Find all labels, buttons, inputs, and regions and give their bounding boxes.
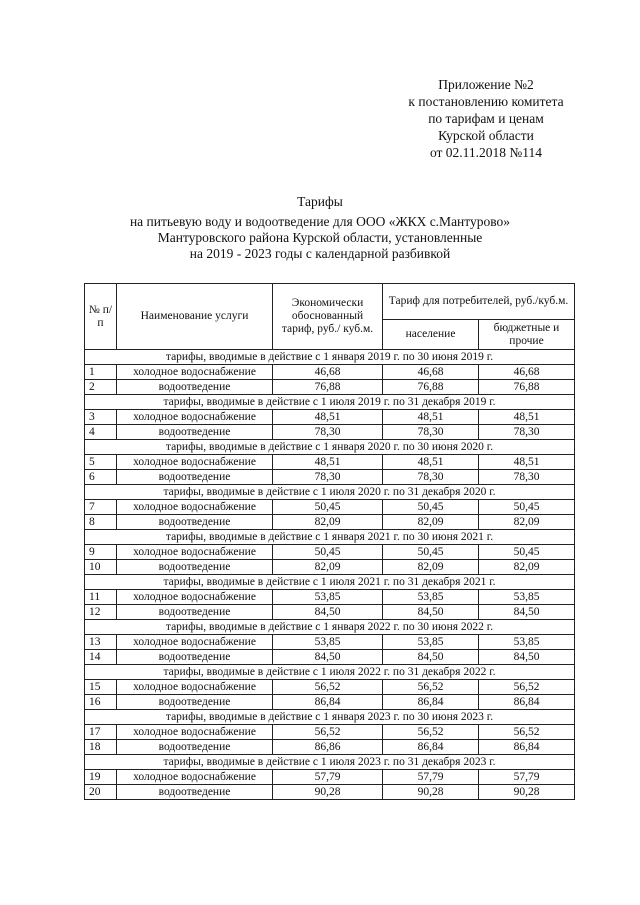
table-row [85, 425, 575, 440]
period-title: тарифы, вводимые в действие с 1 января 2023 г. по 30 июня 2023 г. [85, 710, 575, 725]
economic-tariff-value: 76,88 [273, 380, 383, 395]
service-name: холодное водоснабжение [117, 545, 273, 560]
population-tariff-value: 48,51 [383, 455, 479, 470]
population-tariff-value: 48,51 [383, 410, 479, 425]
period-title: тарифы, вводимые в действие с 1 января 2019 г. по 30 июня 2019 г. [85, 350, 575, 365]
table-row [85, 380, 575, 395]
appendix-line: Приложение №2 [438, 77, 534, 92]
row-number: 13 [85, 635, 117, 650]
economic-tariff-value: 53,85 [273, 635, 383, 650]
service-name: холодное водоснабжение [117, 410, 273, 425]
row-number: 17 [85, 725, 117, 740]
budget-tariff-value: 82,09 [479, 515, 575, 530]
population-tariff-value: 46,68 [383, 365, 479, 380]
row-number: 18 [85, 740, 117, 755]
population-tariff-value: 90,28 [383, 785, 479, 800]
period-title: тарифы, вводимые в действие с 1 июля 2022 г. по 31 декабря 2022 г. [85, 665, 575, 680]
header-budget: бюджетные и прочие [479, 320, 575, 350]
population-tariff-value: 78,30 [383, 470, 479, 485]
row-number: 7 [85, 500, 117, 515]
service-name: водоотведение [117, 560, 273, 575]
period-title: тарифы, вводимые в действие с 1 июля 2023 г. по 31 декабря 2023 г. [85, 755, 575, 770]
row-number: 2 [85, 380, 117, 395]
period-row [85, 395, 575, 410]
budget-tariff-value: 86,84 [479, 740, 575, 755]
title-main: Тарифы [297, 194, 343, 209]
population-tariff-value: 50,45 [383, 500, 479, 515]
population-tariff-value: 56,52 [383, 725, 479, 740]
row-number: 16 [85, 695, 117, 710]
service-name: холодное водоснабжение [117, 455, 273, 470]
budget-tariff-value: 53,85 [479, 635, 575, 650]
service-name: водоотведение [117, 785, 273, 800]
tariffs-table [84, 283, 575, 800]
population-tariff-value: 82,09 [383, 560, 479, 575]
appendix-line: к постановлению комитета [408, 94, 564, 109]
population-tariff-value: 82,09 [383, 515, 479, 530]
table-row [85, 470, 575, 485]
population-tariff-value: 56,52 [383, 680, 479, 695]
budget-tariff-value: 57,79 [479, 770, 575, 785]
economic-tariff-value: 48,51 [273, 410, 383, 425]
economic-tariff-value: 78,30 [273, 425, 383, 440]
table-row [85, 650, 575, 665]
service-name: холодное водоснабжение [117, 365, 273, 380]
budget-tariff-value: 48,51 [479, 455, 575, 470]
budget-tariff-value: 48,51 [479, 410, 575, 425]
service-name: водоотведение [117, 515, 273, 530]
header-consumer-tariff: Тариф для потребителей, руб./куб.м. [383, 284, 575, 320]
row-number: 3 [85, 410, 117, 425]
row-number: 14 [85, 650, 117, 665]
population-tariff-value: 84,50 [383, 605, 479, 620]
service-name: холодное водоснабжение [117, 635, 273, 650]
budget-tariff-value: 84,50 [479, 605, 575, 620]
economic-tariff-value: 50,45 [273, 545, 383, 560]
table-row [85, 560, 575, 575]
tariffs-table-body [85, 350, 575, 800]
budget-tariff-value: 78,30 [479, 425, 575, 440]
population-tariff-value: 53,85 [383, 635, 479, 650]
period-row [85, 755, 575, 770]
population-tariff-value: 84,50 [383, 650, 479, 665]
population-tariff-value: 53,85 [383, 590, 479, 605]
row-number: 6 [85, 470, 117, 485]
service-name: холодное водоснабжение [117, 680, 273, 695]
table-row [85, 725, 575, 740]
period-row [85, 530, 575, 545]
table-row [85, 455, 575, 470]
title-line: Мантуровского района Курской области, установленные [157, 230, 483, 245]
period-title: тарифы, вводимые в действие с 1 июля 2019 г. по 31 декабря 2019 г. [85, 395, 575, 410]
title-line: на 2019 - 2023 годы с календарной разбивкой [189, 246, 451, 261]
service-name: водоотведение [117, 650, 273, 665]
population-tariff-value: 78,30 [383, 425, 479, 440]
appendix-line: Курской области [438, 128, 534, 143]
budget-tariff-value: 84,50 [479, 650, 575, 665]
economic-tariff-value: 48,51 [273, 455, 383, 470]
header-num: № п/п [85, 284, 117, 350]
budget-tariff-value: 56,52 [479, 680, 575, 695]
service-name: холодное водоснабжение [117, 770, 273, 785]
row-number: 1 [85, 365, 117, 380]
economic-tariff-value: 84,50 [273, 605, 383, 620]
appendix-line: по тарифам и ценам [428, 111, 544, 126]
row-number: 5 [85, 455, 117, 470]
table-row [85, 635, 575, 650]
budget-tariff-value: 46,68 [479, 365, 575, 380]
period-row [85, 440, 575, 455]
row-number: 19 [85, 770, 117, 785]
period-title: тарифы, вводимые в действие с 1 января 2022 г. по 30 июня 2022 г. [85, 620, 575, 635]
service-name: холодное водоснабжение [117, 590, 273, 605]
row-number: 15 [85, 680, 117, 695]
row-number: 11 [85, 590, 117, 605]
service-name: водоотведение [117, 740, 273, 755]
economic-tariff-value: 50,45 [273, 500, 383, 515]
header-population: население [383, 320, 479, 350]
row-number: 8 [85, 515, 117, 530]
service-name: холодное водоснабжение [117, 725, 273, 740]
period-row [85, 665, 575, 680]
header-service: Наименование услуги [117, 284, 273, 350]
period-title: тарифы, вводимые в действие с 1 июля 2021 г. по 31 декабря 2021 г. [85, 575, 575, 590]
economic-tariff-value: 82,09 [273, 515, 383, 530]
period-title: тарифы, вводимые в действие с 1 января 2021 г. по 30 июня 2021 г. [85, 530, 575, 545]
economic-tariff-value: 86,86 [273, 740, 383, 755]
appendix-line: от 02.11.2018 №114 [429, 145, 543, 160]
service-name: водоотведение [117, 605, 273, 620]
budget-tariff-value: 50,45 [479, 545, 575, 560]
table-row [85, 545, 575, 560]
table-row [85, 590, 575, 605]
budget-tariff-value: 56,52 [479, 725, 575, 740]
service-name: водоотведение [117, 425, 273, 440]
budget-tariff-value: 53,85 [479, 590, 575, 605]
table-row [85, 785, 575, 800]
population-tariff-value: 86,84 [383, 740, 479, 755]
economic-tariff-value: 56,52 [273, 680, 383, 695]
economic-tariff-value: 53,85 [273, 590, 383, 605]
population-tariff-value: 50,45 [383, 545, 479, 560]
economic-tariff-value: 57,79 [273, 770, 383, 785]
economic-tariff-value: 84,50 [273, 650, 383, 665]
row-number: 12 [85, 605, 117, 620]
row-number: 10 [85, 560, 117, 575]
population-tariff-value: 76,88 [383, 380, 479, 395]
budget-tariff-value: 76,88 [479, 380, 575, 395]
budget-tariff-value: 78,30 [479, 470, 575, 485]
period-title: тарифы, вводимые в действие с 1 июля 2020 г. по 31 декабря 2020 г. [85, 485, 575, 500]
header-economic-tariff: Экономически обоснованный тариф, руб./ куб.м. [273, 284, 383, 350]
row-number: 4 [85, 425, 117, 440]
budget-tariff-value: 86,84 [479, 695, 575, 710]
period-row [85, 575, 575, 590]
table-row [85, 365, 575, 380]
population-tariff-value: 57,79 [383, 770, 479, 785]
document-title [60, 194, 580, 262]
table-row [85, 695, 575, 710]
period-row [85, 620, 575, 635]
economic-tariff-value: 56,52 [273, 725, 383, 740]
economic-tariff-value: 46,68 [273, 365, 383, 380]
budget-tariff-value: 90,28 [479, 785, 575, 800]
appendix-block [386, 76, 586, 161]
economic-tariff-value: 86,84 [273, 695, 383, 710]
economic-tariff-value: 90,28 [273, 785, 383, 800]
table-row [85, 770, 575, 785]
economic-tariff-value: 82,09 [273, 560, 383, 575]
period-title: тарифы, вводимые в действие с 1 января 2020 г. по 30 июня 2020 г. [85, 440, 575, 455]
title-line: на питьевую воду и водоотведение для ООО «ЖКХ с.Мантурово» [129, 214, 511, 229]
period-row [85, 710, 575, 725]
population-tariff-value: 86,84 [383, 695, 479, 710]
economic-tariff-value: 78,30 [273, 470, 383, 485]
service-name: водоотведение [117, 470, 273, 485]
table-row [85, 515, 575, 530]
table-row [85, 680, 575, 695]
row-number: 20 [85, 785, 117, 800]
row-number: 9 [85, 545, 117, 560]
table-row [85, 410, 575, 425]
service-name: водоотведение [117, 695, 273, 710]
period-row [85, 350, 575, 365]
table-row [85, 740, 575, 755]
service-name: холодное водоснабжение [117, 500, 273, 515]
table-row [85, 605, 575, 620]
budget-tariff-value: 82,09 [479, 560, 575, 575]
period-row [85, 485, 575, 500]
table-row [85, 500, 575, 515]
budget-tariff-value: 50,45 [479, 500, 575, 515]
service-name: водоотведение [117, 380, 273, 395]
